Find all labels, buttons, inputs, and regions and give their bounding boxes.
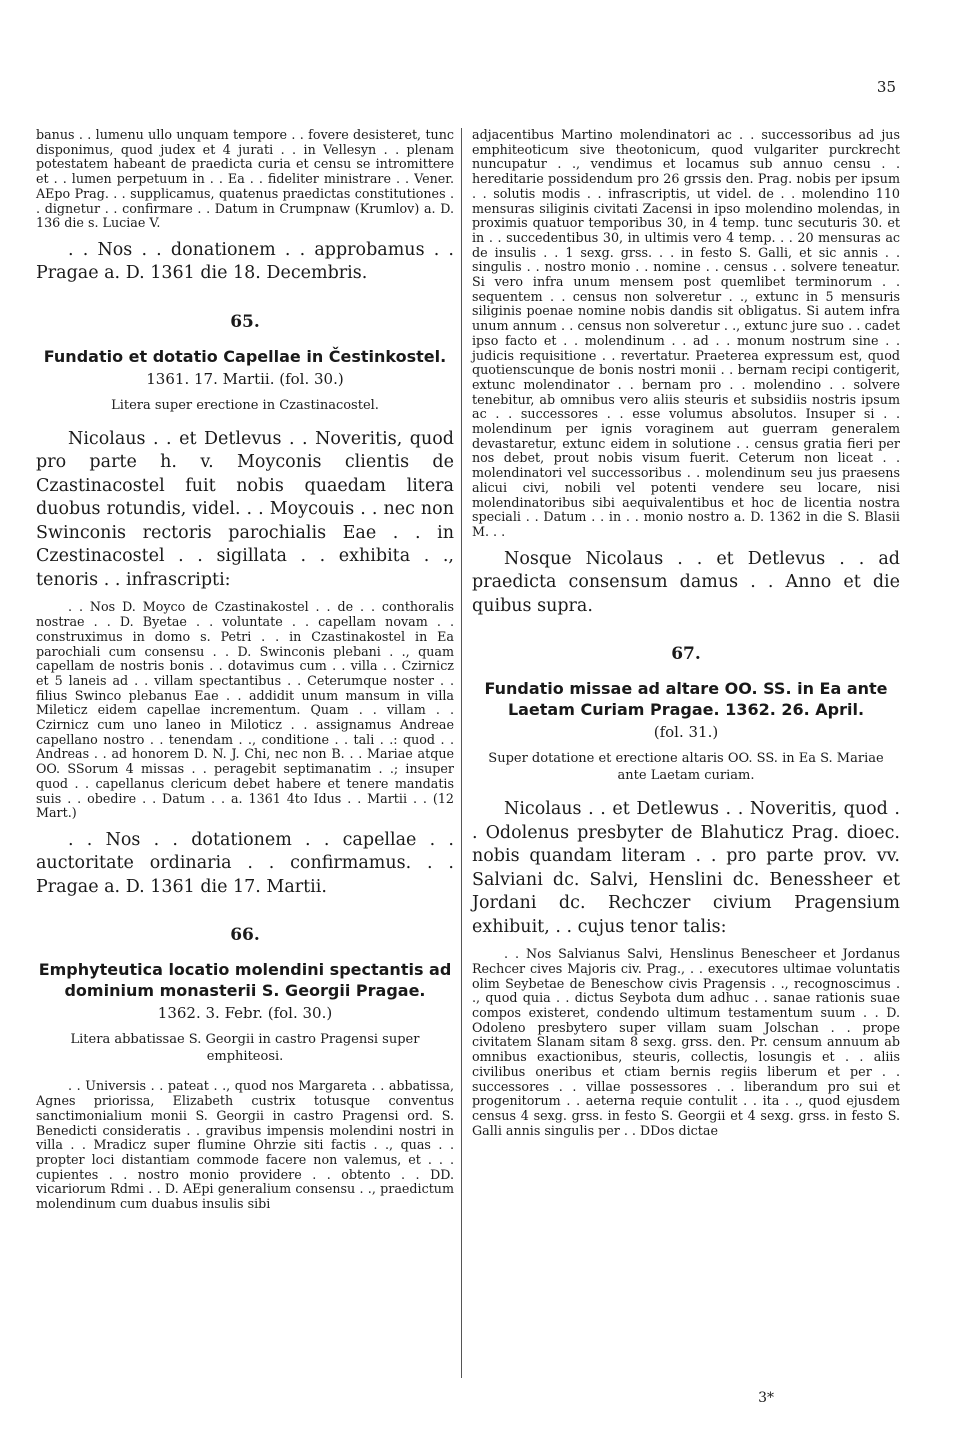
column-divider bbox=[461, 128, 462, 1378]
intro-paragraph: banus . . lumenu ullo unquam tempore . . fovere desisteret, tunc disponimus, quod judex et 4 jurati . . in Vellesyn . . plenam potestatem habeant de praedicta curia et censu se intromittere et . . lumen perpetuum in . . Ea . . fideliter ministrare . . Vener. AEpo Prag. . . supplicamus, quatenus praedictas constitutiones . . dignetur . . confirmare . . Datum in Crumpnaw (Krumlov) a. D. 136 die s. Luciae V. bbox=[36, 127, 454, 231]
section-66-continuation: adjacentibus Martino molendinatori ac . . successoribus ad jus emphiteoticum sive theotonicum, quod vulgariter purckrecht nuncupatur . ., vendimus et locamus sub annuo censu . . hereditarie possidendum pro 26 grssis den. Prag. nobis per ipsum . . solutis modis . . infrascriptis, ut videl. de . . molendino 110 mensuras siliginis civitati Zacensi in ipso molendino molendas, in proximis quatuor temporibus 30, in 4 temp. tunc secuturis 30. et in . . succedentibus 30, in ultimis vero 4 temp. . . 20 mensuras ac de insulis . . 1 sexg. grss. . . in festo S. Galli, et sic annis . . singulis . . nostro monio . . nomine . . census . . solvere teneatur. Si vero infra unum mensem post quemlibet terminorum . . sequentem . . census non solveretur . ., extunc in 5 mensuris siliginis poenae nomine nobis dandis sit obligatus. Si autem infra unum annum . . census non solveretur . ., extunc jure suo . . cadet ipso facto et . . molendinum . . ad . . monum nostrum sine . . judicis requisitione . . revertatur. Praeterea expressum est, quod quotienscunque de bonis nostri monii . . bernam recipi contigerit, extunc molendinator . . bernam pro . . molendino . . solvere tenebitur, ab omnibus vero aliis steuris et subsidiis nostris ipsum ac . . successores . . esse volumus absolutos. Insuper si . . molendinum per ignis voraginem aut guerram generalem devastaretur, extunc eidem in solutione . . census gratia fieri per nos debet, prout nobis visum fuerit. Ceterum non liceat . . molendinatori vel successoribus . . molendinum seu jus praesens alicui civi, nobili vel potenti vendere seu locare, nisi molendinatoribus sibi aequivalentibus et hoc de licentia nostra speciali . . Datum . . in . . monio nostro a. D. 1362 in die S. Blasii M. . . bbox=[472, 127, 900, 539]
page-number: 35 bbox=[876, 78, 896, 96]
section-65-body: Nicolaus . . et Detlevus . . Noveritis, quod pro parte h. v. Moyconis clientis de Czastinacostel fuit nobis quaedam litera duobus rotundis, videl. . . Moycouis . . nec non Swinconis rectoris parochialis Eae . . in Czestinacostel . . sigillata . . exhibita . ., tenoris . . infrascripti: bbox=[36, 428, 454, 590]
section-65-closing: . . Nos . . dotationem . . capellae . . auctoritate ordinaria . . confirmamus. . . Pragae a. D. 1361 die 17. Martii. bbox=[36, 829, 454, 897]
section-66-number: 66. bbox=[230, 925, 260, 946]
section-67-body: Nicolaus . . et Detlewus . . Noveritis, quod . . Odolenus presbyter de Blahuticz Prag. dioec. nobis quandam literam . . pro parte prov. vv. Salviani dc. Salvi, Henslini dc. Benessheer et Jordani dc. Rechczer civium Pragensium exhibuit, . . cujus tenor talis: bbox=[472, 799, 900, 937]
section-66-subtitle: Litera abbatissae S. Georgii in castro Pragensi super emphiteosi. bbox=[70, 1032, 420, 1065]
section-65-subtitle: Litera super erectione in Czastinacostel. bbox=[111, 397, 379, 413]
section-67-title: Fundatio missae ad altare OO. SS. in Ea ante Laetam Curiam Pragae. 1362. 26. April. bbox=[484, 679, 888, 720]
right-column bbox=[472, 128, 900, 1138]
section-65-number: 65. bbox=[230, 311, 260, 332]
section-65-date: 1361. 17. Martii. (fol. 30.) bbox=[146, 369, 344, 388]
section-66-date: 1362. 3. Febr. (fol. 30.) bbox=[157, 1004, 333, 1023]
section-65-charter: . . Nos D. Moyco de Czastinakostel . . de . . conthoralis nostrae . . D. Byetae . . voluntate . . capellam novam . . construximus in domo s. Petri . . in Czastinakostel in Ea parochiali cum consensu . . D. Swinconis plebani . ., quam capellam de nostris bonis . . dotavimus cum . . villa . . Czirnicz et 5 laneis ad . . villam spectantibus . . Ceterumque noster . . filius Swinco plebanus Eae . . addidit unum mansum in villa Mileticz eidem capellae incrementum. Quam . . villam . . Czirnicz cum uno laneo in Miloticz . . assignamus Andreae capellano nostro . . tenendam . ., conditione . . tali . .: quod . . Andreas . . ad honorem D. N. J. Chi, nec non B. . . Mariae atque OO. SSorum 4 missas . . peragebit septimanatim . .; insuper quod . . capellanus clericum debet habere et tenere mandatis suis . . obedire . . Datum . . a. 1361 4to Idus . . Martii . . (12 Mart.) bbox=[36, 599, 454, 821]
left-column bbox=[36, 128, 454, 1212]
section-65-title: Fundatio et dotatio Capellae in Čestinkostel. bbox=[43, 346, 447, 366]
section-66-consent: Nosque Nicolaus . . et Detlevus . . ad praedicta consensum damus . . Anno et die quibus supra. bbox=[472, 548, 900, 616]
section-67-number: 67. bbox=[671, 644, 701, 665]
signature-mark: 3* bbox=[758, 1390, 774, 1406]
section-67-subtitle: Super dotatione et erectione altaris OO. SS. in Ea S. Mariae ante Laetam curiam. bbox=[488, 751, 884, 784]
intro-confirmation: . . Nos . . donationem . . approbamus . . Pragae a. D. 1361 die 18. Decembris. bbox=[36, 239, 454, 284]
section-66-body: . . Universis . . pateat . ., quod nos Margareta . . abbatissa, Agnes priorissa, Elizabeth custrix totusque conventus sanctimonialium monii S. Georgii in castro Pragensi ord. S. Benedicti consideratis . . gravibus impensis molendini nostri in villa . . Mradicz super flumine Ohrzie siti factis . ., quas . . propter loci distantiam commode facere non valemus, et . . . cupientes . . nostro monio providere . . obtento . . DD. vicariorum Rdmi . . D. AEpi generalium consensu . ., praedictum molendinum cum duabus insulis sibi bbox=[36, 1078, 454, 1212]
section-67-folio: (fol. 31.) bbox=[653, 723, 719, 742]
section-67-charter: . . Nos Salvianus Salvi, Henslinus Benescheer et Jordanus Rechcer cives Majoris civ. Prag., . . executores ultimae voluntatis olim Seybetae de Beneschow civis Pragensis . ., recognoscimus . ., quod quia . . dictus Seybota dum adhuc . . sanae rationis suae compos existeret, condendo ultimum testamentum suum . . D. Odoleno presbytero super villam suam Jolschan . . prope civitatem Slanam sitam 8 sexg. grss. den. Pr. censum annuum ab omnibus exactionibus, steuris, collectis, losungis et . . aliis civilibus oneribus et ctiam bernis regiis liberum et per . . successores . . villae possessores . . liberandum pro sui et progenitorum . . aeterna requie contulit . . ita . ., quod ejusdem census 4 sexg. grss. in festo S. Georgii et 4 sexg. grss. in festo S. Galli annis singulis per . . DDos dictae bbox=[472, 946, 900, 1138]
section-66-title: Emphyteutica locatio molendini spectantis ad dominium monasterii S. Georgii Pragae. bbox=[38, 960, 452, 1001]
